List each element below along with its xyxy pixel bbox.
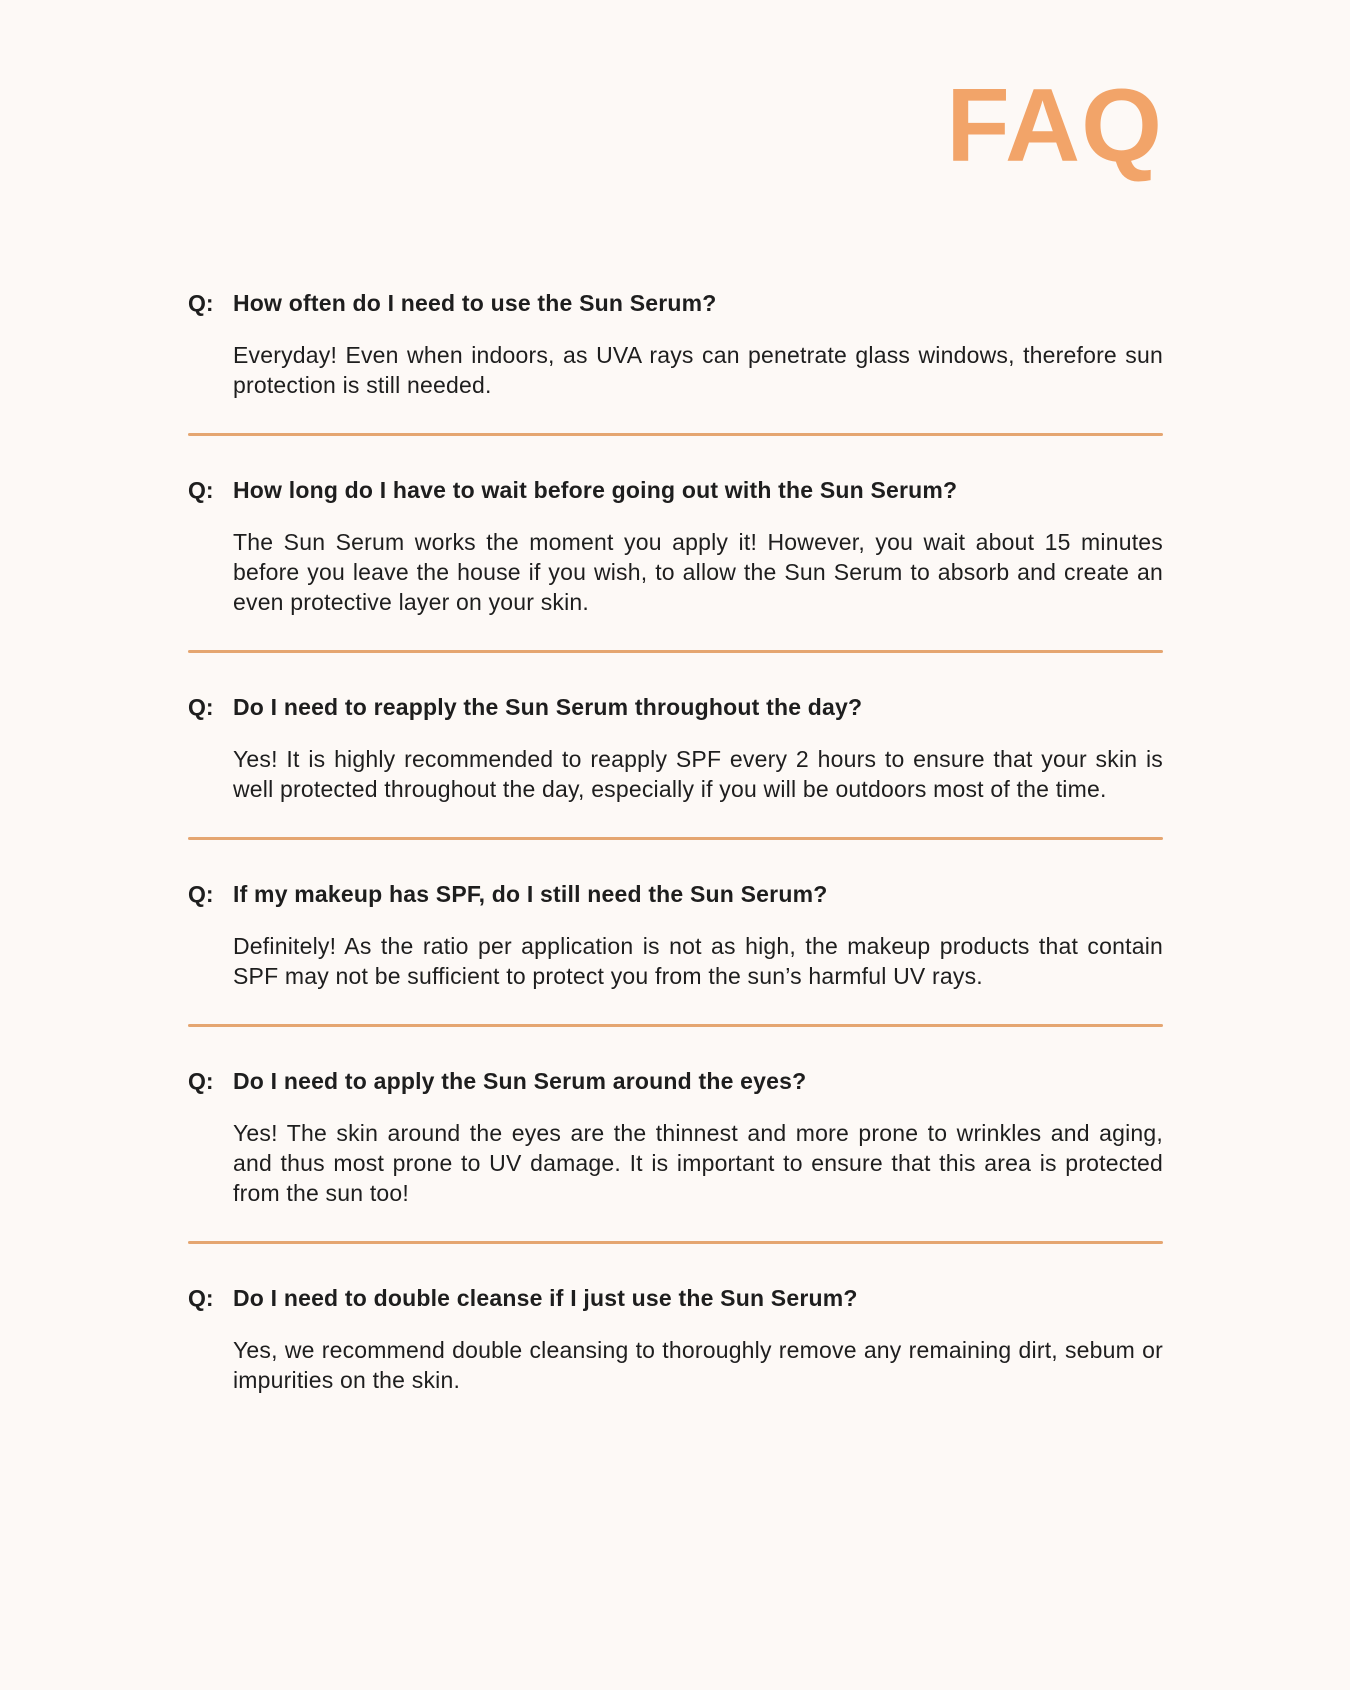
faq-question-row <box>188 879 1163 909</box>
faq-answer: Everyday! Even when indoors, as UVA rays can penetrate glass windows, therefore sun protection is still needed. <box>233 342 1163 398</box>
faq-item <box>188 692 1163 804</box>
question-prefix: Q: <box>188 1068 214 1094</box>
faq-item <box>188 1283 1163 1395</box>
section-divider <box>188 1241 1163 1244</box>
question-prefix: Q: <box>188 290 214 316</box>
faq-question: Do I need to apply the Sun Serum around the eyes? <box>233 1068 807 1094</box>
faq-answer: Yes! It is highly recommended to reapply SPF every 2 hours to ensure that your skin is well protected throughout the day, especially if you will be outdoors most of the time. <box>233 746 1163 802</box>
faq-question-row <box>188 288 1163 318</box>
section-divider <box>188 433 1163 436</box>
faq-item <box>188 288 1163 400</box>
question-prefix: Q: <box>188 881 214 907</box>
page-title: FAQ <box>946 68 1163 184</box>
faq-question: How often do I need to use the Sun Serum? <box>233 290 717 316</box>
faq-answer: Yes, we recommend double cleansing to thoroughly remove any remaining dirt, sebum or impurities on the skin. <box>233 1337 1163 1393</box>
section-divider <box>188 1024 1163 1027</box>
faq-question: If my makeup has SPF, do I still need the Sun Serum? <box>233 881 828 907</box>
faq-answer: Definitely! As the ratio per application is not as high, the makeup products that contain SPF may not be sufficient to protect you from the sun’s harmful UV rays. <box>233 933 1163 989</box>
faq-answer: Yes! The skin around the eyes are the thinnest and more prone to wrinkles and aging, and thus most prone to UV damage. It is important to ensure that this area is protected from the sun too! <box>233 1120 1163 1206</box>
faq-question-row <box>188 475 1163 505</box>
faq-question: Do I need to double cleanse if I just use the Sun Serum? <box>233 1285 858 1311</box>
faq-question-row <box>188 1066 1163 1096</box>
section-divider <box>188 837 1163 840</box>
question-prefix: Q: <box>188 477 214 503</box>
content-column <box>188 0 1163 1395</box>
faq-item <box>188 475 1163 617</box>
faq-question: Do I need to reapply the Sun Serum throughout the day? <box>233 694 863 720</box>
faq-question-row <box>188 1283 1163 1313</box>
faq-answer: The Sun Serum works the moment you apply it! However, you wait about 15 minutes before you leave the house if you wish, to allow the Sun Serum to absorb and create an even protective layer on your skin. <box>233 529 1163 615</box>
question-prefix: Q: <box>188 694 214 720</box>
section-divider <box>188 650 1163 653</box>
faq-question: How long do I have to wait before going out with the Sun Serum? <box>233 477 958 503</box>
faq-list <box>188 288 1163 1395</box>
faq-item <box>188 879 1163 991</box>
faq-question-row <box>188 692 1163 722</box>
faq-item <box>188 1066 1163 1208</box>
question-prefix: Q: <box>188 1285 214 1311</box>
